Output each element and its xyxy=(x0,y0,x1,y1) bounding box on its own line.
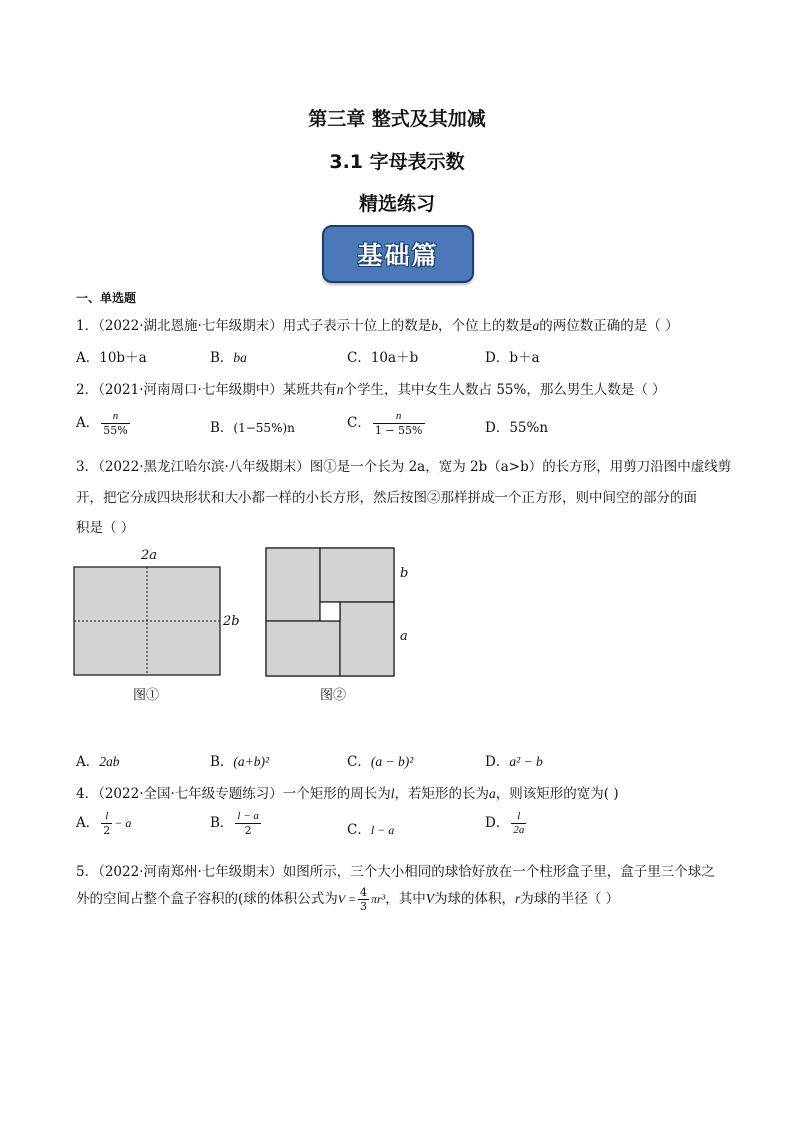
option-tail: − a xyxy=(114,816,132,830)
q2-text-end: 个学生，其中女生人数占 55%，那么男生人数是（ ） xyxy=(343,382,666,398)
q1-text: 1．（2022·湖北恩施·七年级期末）用式子表示十位上的数是 xyxy=(76,318,432,334)
option-letter: B． xyxy=(210,815,234,831)
q5-var-r: r xyxy=(515,891,521,906)
fig1-caption: 图① xyxy=(133,688,160,703)
option-letter: C． xyxy=(347,822,371,838)
option-letter: A． xyxy=(76,350,100,366)
chapter-title: 第三章 整式及其加减 xyxy=(308,108,486,130)
q5-text-mid2: 为球的体积， xyxy=(434,891,516,907)
numerator: n xyxy=(373,410,425,424)
piece-bottom-left xyxy=(266,621,340,676)
option-letter: A． xyxy=(76,754,100,770)
q5-text-end: 为球的半径（ ） xyxy=(520,891,620,907)
formula-rhs: πr³ xyxy=(371,892,386,906)
question-3-line-2: 开，把它分成四块形状和大小都一样的小长方形，然后按图②那样拼成一个正方形，则中间空的部分的面 xyxy=(76,490,697,506)
option-letter: D． xyxy=(485,815,510,831)
fraction xyxy=(101,810,112,837)
denominator: 2a xyxy=(513,824,525,836)
option-value: 10a＋b xyxy=(370,350,419,366)
fraction xyxy=(373,410,425,437)
option-letter: B． xyxy=(210,754,234,770)
denominator: 3 xyxy=(360,900,367,913)
q1-option-d[interactable] xyxy=(485,346,540,366)
subtitle: 精选练习 xyxy=(358,193,435,215)
q3-option-c[interactable] xyxy=(347,750,413,770)
empty-center-square xyxy=(320,602,340,621)
level-badge xyxy=(322,225,474,283)
q2-text: 2．（2021·河南周口·七年级期中）某班共有 xyxy=(76,382,337,398)
numerator: l − a xyxy=(237,810,259,822)
option-letter: C． xyxy=(347,754,371,770)
q4-text-end: ，则该矩形的宽为( ) xyxy=(495,786,619,802)
q2-var-n: n xyxy=(336,382,344,397)
q1-text-mid: ，个位上的数是 xyxy=(438,318,533,334)
q2-option-c[interactable] xyxy=(347,410,427,437)
section-title: 3.1 字母表示数 xyxy=(329,151,465,173)
option-value: (1−55%)n xyxy=(233,421,295,435)
figure-2 xyxy=(262,545,402,681)
q3-option-b[interactable] xyxy=(210,750,269,770)
fraction xyxy=(511,810,526,837)
q1-option-a[interactable] xyxy=(76,346,147,366)
q3-option-d[interactable] xyxy=(485,750,543,770)
q4-option-c[interactable] xyxy=(347,818,394,838)
option-letter: A． xyxy=(76,815,100,831)
badge-label: 基础篇 xyxy=(357,241,439,270)
numerator: l xyxy=(101,810,112,824)
denominator: 2 xyxy=(103,824,111,837)
option-letter: B． xyxy=(210,420,234,436)
q1-text-end: 的两位数正确的是（ ） xyxy=(539,318,679,334)
question-5-line-1: 5．（2022·河南郑州·七年级期末）如图所示，三个大小相同的球恰好放在一个柱形盒子里，盒子里三个球之 xyxy=(76,864,715,880)
question-2 xyxy=(76,378,666,398)
q4-text: 4．（2022·全国·七年级专题练习）一个矩形的周长为 xyxy=(76,786,391,802)
q3-option-a[interactable] xyxy=(76,750,120,770)
fig2-caption: 图② xyxy=(320,688,347,703)
option-letter: C． xyxy=(347,350,371,366)
formula-lhs: V = xyxy=(337,892,356,906)
numerator: l xyxy=(511,810,526,824)
q1-option-c[interactable] xyxy=(347,346,418,366)
formula-fraction xyxy=(358,886,369,913)
piece-top-left xyxy=(266,548,320,621)
fig2-a-label: a xyxy=(400,629,408,644)
option-value: a² − b xyxy=(509,754,543,769)
question-3-line-3: 积是（ ） xyxy=(76,520,135,536)
option-value: (a+b)² xyxy=(233,754,270,769)
q4-option-d[interactable] xyxy=(485,810,528,837)
q4-var-a: a xyxy=(489,786,496,801)
question-3-line-1: 3．（2022·黑龙江哈尔滨·八年级期末）图①是一个长为 2a，宽为 2b（a>b）的长方形，用剪刀沿图中虚线剪 xyxy=(76,459,732,475)
denominator: 1 − 55% xyxy=(374,424,423,437)
option-letter: D． xyxy=(485,754,510,770)
numerator: n xyxy=(101,410,129,424)
option-value: 55%n xyxy=(509,420,549,436)
q2-option-a[interactable] xyxy=(76,410,132,437)
q2-option-d[interactable] xyxy=(485,416,548,436)
denominator: 55% xyxy=(103,424,128,437)
option-letter: D． xyxy=(485,420,510,436)
q4-option-a[interactable] xyxy=(76,810,131,837)
option-value: ba xyxy=(233,350,247,365)
fraction xyxy=(235,810,260,837)
fig1-height-label: 2b xyxy=(223,614,240,629)
piece-top-right xyxy=(320,548,394,602)
option-value: b＋a xyxy=(509,350,540,366)
question-4 xyxy=(76,782,619,802)
q5-text-mid: ，其中 xyxy=(385,891,426,907)
question-1 xyxy=(76,314,679,334)
option-value: 2ab xyxy=(99,754,120,769)
fraction xyxy=(101,410,129,437)
option-letter: C． xyxy=(347,415,371,431)
question-5-line-2 xyxy=(76,886,619,913)
q2-option-b[interactable] xyxy=(210,416,295,436)
option-value: l − a xyxy=(370,823,395,837)
q4-text-mid: ，若矩形的长为 xyxy=(394,786,490,802)
piece-bottom-right xyxy=(340,602,394,676)
q1-var-b: b xyxy=(431,318,439,333)
option-value: (a − b)² xyxy=(370,754,414,769)
denominator: 2 xyxy=(244,824,252,837)
q1-var-a: a xyxy=(532,318,540,333)
q5-var-v: V xyxy=(425,891,435,906)
section-heading: 一、单选题 xyxy=(76,291,137,305)
option-letter: A． xyxy=(76,415,100,431)
fig2-b-label: b xyxy=(400,566,409,581)
option-letter: B． xyxy=(210,350,234,366)
option-value: 10b＋a xyxy=(99,350,147,366)
numerator: 4 xyxy=(360,886,367,899)
q4-var-l: l xyxy=(390,786,395,801)
q4-option-b[interactable] xyxy=(210,810,263,837)
fig1-width-label: 2a xyxy=(141,548,158,563)
q5-text: 外的空间占整个盒子容积的(球的体积公式为 xyxy=(76,891,338,907)
q1-option-b[interactable] xyxy=(210,346,247,366)
option-letter: D． xyxy=(485,350,510,366)
